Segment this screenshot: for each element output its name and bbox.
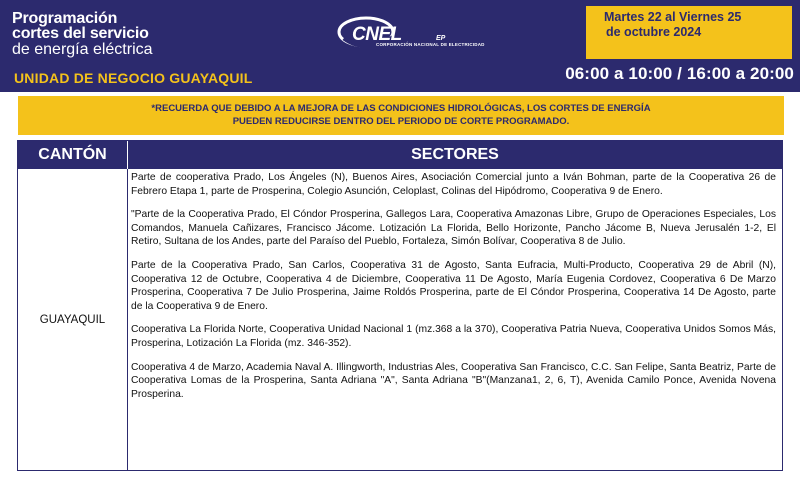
notice-line-1: *RECUERDA QUE DEBIDO A LA MEJORA DE LAS CONDICIONES HIDROLÓGICAS, LOS CORTES DE ENERGÍA — [151, 103, 651, 114]
svg-text:CNEL: CNEL — [352, 24, 402, 45]
cnel-logo — [336, 16, 466, 56]
svg-text:EP: EP — [436, 35, 446, 42]
title-line-2: cortes del servicio — [12, 25, 149, 42]
logo-subtitle: CORPORACIÓN NACIONAL DE ELECTRICIDAD — [376, 42, 485, 47]
page-title — [12, 11, 153, 59]
date-range-box — [586, 6, 792, 59]
sectores-cell — [131, 171, 776, 411]
title-line-1: Programación — [12, 10, 118, 27]
date-line-2: de octubre 2024 — [606, 25, 702, 39]
schedule-table — [17, 140, 783, 471]
canton-name: GUAYAQUIL — [39, 313, 106, 326]
canton-cell — [18, 169, 128, 470]
sector-paragraph: Parte de la Cooperativa Prado, San Carlos, Cooperativa 31 de Agosto, Santa Eufracia, Multi-Producto, Cooperativa 29 de Abril (N), Cooperativa 12 de Octubre, Cooperativa 4 de Diciembre, Cooperativa 11 De Agosto, María Eugenia Cordovez, Cooperativa 6 De Marzo Prosperina, Cooperativa 7 De Julio Prosperina, Jaime Roldós Prosperina, parte de El Cóndor Prosperina, Cooperativa 14 De Agosto, parte de la Cooperativa 9 de Enero. — [131, 259, 776, 312]
table-header-row — [18, 141, 782, 169]
notice-banner — [18, 96, 784, 135]
sector-paragraph: Cooperativa La Florida Norte, Cooperativa Unidad Nacional 1 (mz.368 a la 370), Cooperativa Patria Nueva, Cooperativa Unidos Somos Más, Prosperina, Lotización La Florida (mz. 346-352). — [131, 324, 776, 349]
notice-line-2: PUEDEN REDUCIRSE DENTRO DEL PERIODO DE CORTE PROGRAMADO. — [232, 116, 570, 127]
title-line-3: de energía eléctrica — [12, 41, 153, 58]
outage-hours: 06:00 a 10:00 / 16:00 a 20:00 — [565, 64, 794, 83]
sector-paragraph: "Parte de la Cooperativa Prado, El Cóndor Prosperina, Gallegos Lara, Cooperativa Amazonas Libre, Grupo de Operaciones Especiales, Los Comandos, Manuela Cañizares, Francisco Jácome. Lotización La Florida, Bello Horizonte, Pancho Jácome B, Nueva Jerusalén 1-2, El Retiro, Sultana de los Andes, parte del Paraíso del Pueblo, Fortaleza, Simón Bolívar, Cooperativa 8 de Julio. — [131, 209, 776, 248]
header-canton: CANTÓN — [18, 141, 128, 169]
header-banner — [0, 0, 800, 92]
date-line-1: Martes 22 al Viernes 25 — [604, 10, 742, 24]
business-unit-label: UNIDAD DE NEGOCIO GUAYAQUIL — [14, 70, 253, 86]
sector-paragraph: Parte de cooperativa Prado, Los Ángeles (N), Buenos Aires, Asociación Comercial junto a Iván Bohman, parte de la Cooperativa 26 de Febrero Etapa 1, parte de Prosperina, Colegio Asunción, Celoplast, Colinas del Hipódromo, Cooperativa 9 de Enero. — [131, 172, 776, 197]
header-sectores: SECTORES — [411, 146, 499, 163]
sector-paragraph: Cooperativa 4 de Marzo, Academia Naval A. Illingworth, Industrias Ales, Cooperativa San Francisco, C.C. San Felipe, Santa Beatriz, Parte de Cooperativa Lomas de la Prosperina, Santa Adriana "A", Santa Adriana "B"(Manzana1, 2, 6, T), Avenida Camilo Ponce, Avenida Novena Prosperina. — [131, 361, 776, 400]
